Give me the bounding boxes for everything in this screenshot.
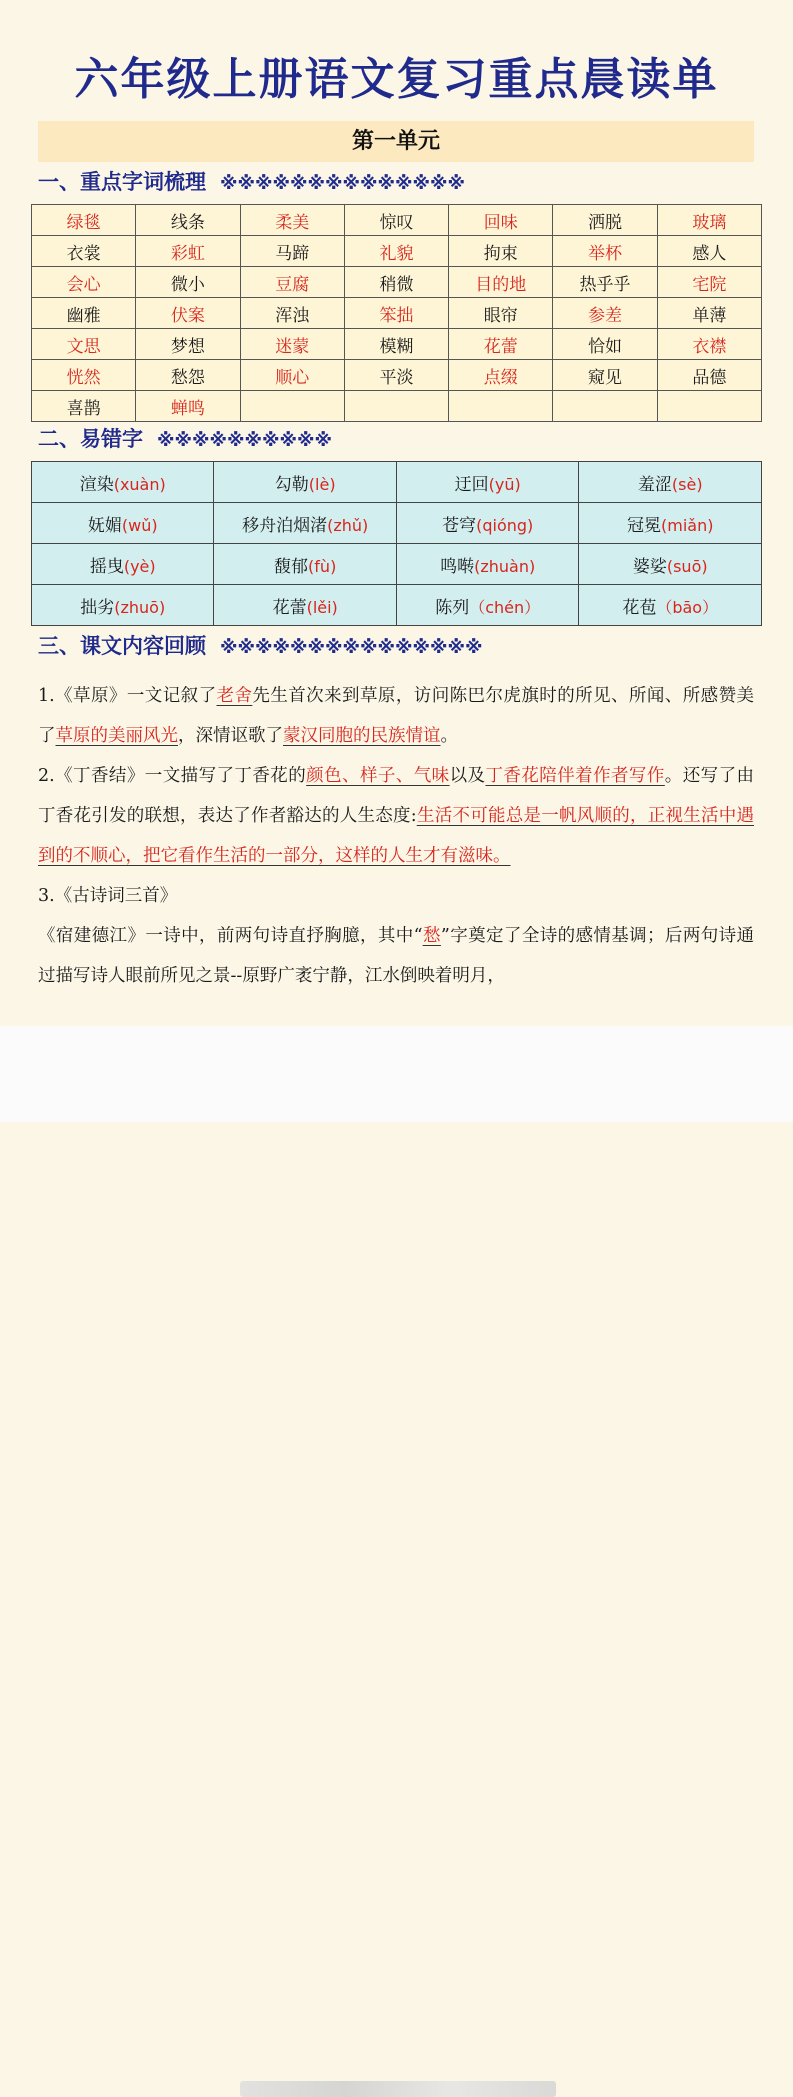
vocab-cell: 彩虹: [136, 236, 240, 267]
error-char-cell: [214, 544, 396, 585]
vocab-cell: 稍微: [344, 267, 448, 298]
table-row: [32, 462, 762, 503]
unit-title-bar: 第一单元: [38, 121, 754, 162]
pinyin: (qióng): [476, 515, 534, 535]
error-word: 摇曳: [89, 556, 124, 577]
vocab-cell: 花蕾: [449, 329, 553, 360]
vocab-cell: 惊叹: [344, 205, 448, 236]
vocab-cell: 浑浊: [240, 298, 344, 329]
vocab-cell: 伏案: [136, 298, 240, 329]
error-word: 陈列: [435, 597, 470, 618]
pinyin: (xuàn): [113, 474, 166, 494]
text-span: 。: [440, 726, 458, 746]
error-char-cell: [32, 585, 214, 626]
vocab-cell: [657, 391, 761, 422]
vocab-cell: 点缀: [449, 360, 553, 391]
vocab-cell: 梦想: [136, 329, 240, 360]
vocab-cell: 柔美: [240, 205, 344, 236]
answer-span: 草原的美丽风光: [55, 726, 178, 746]
review-paragraph-poems-title: [38, 876, 754, 916]
table-row: [32, 205, 762, 236]
answer-span: 蒙汉同胞的民族情谊: [283, 726, 441, 746]
error-word: 羞涩: [637, 474, 672, 495]
pinyin: （chén）: [469, 597, 541, 617]
vocab-cell: 平淡: [344, 360, 448, 391]
pinyin: (zhǔ): [327, 515, 369, 535]
vocab-cell: 笨拙: [344, 298, 448, 329]
error-word: 花蕾: [272, 597, 307, 618]
section-heading-review-text: 三、课文内容回顾: [38, 634, 206, 658]
review-content: [38, 676, 754, 996]
section-heading-errors: [38, 425, 332, 455]
vocab-cell: 洒脱: [553, 205, 657, 236]
page-title: 六年级上册语文复习重点晨读单: [74, 54, 719, 105]
table-row: [32, 544, 762, 585]
error-char-cell: [32, 544, 214, 585]
error-char-cell: [32, 503, 214, 544]
error-word: 移舟泊烟渚: [242, 515, 328, 536]
review-paragraph-caoyuan: [38, 676, 754, 756]
vocab-cell: 感人: [657, 236, 761, 267]
answer-span: 颜色、样子、气味: [306, 766, 450, 786]
vocab-cell: 衣裳: [32, 236, 136, 267]
text-span: 2.《丁香结》一文描写了丁香花的: [38, 766, 307, 786]
error-word: 拙劣: [80, 597, 115, 618]
text-span: ，深情讴歌了: [178, 726, 283, 746]
section-heading-vocab: [38, 168, 465, 198]
error-word: 鸣啭: [440, 556, 475, 577]
vocab-cell: 会心: [32, 267, 136, 298]
table-row: [32, 267, 762, 298]
text-span: 以及: [449, 766, 486, 786]
text-span: ”字奠定了全诗的感情基调；后两句诗通过描写诗人眼前所见之景--原野广袤宁静，江水倒映着明月，: [38, 926, 754, 986]
vocab-cell: [344, 391, 448, 422]
error-char-cell: [396, 503, 579, 544]
table-row: [32, 298, 762, 329]
error-word: 苍穹: [442, 515, 477, 536]
vocab-cell: 恰如: [553, 329, 657, 360]
error-char-cell: [214, 503, 396, 544]
error-char-cell: [396, 585, 579, 626]
vocab-cell: 衣襟: [657, 329, 761, 360]
vocab-cell: 顺心: [240, 360, 344, 391]
section-heading-vocab-text: 一、重点字词梳理: [38, 170, 206, 194]
decorative-stars: ※※※※※※※※※※※※※※: [220, 173, 465, 194]
table-row: [32, 329, 762, 360]
error-word: 妩媚: [87, 515, 122, 536]
error-word: 渲染: [79, 474, 114, 495]
vocab-cell: 举杯: [553, 236, 657, 267]
pinyin: (zhuàn): [474, 556, 536, 576]
error-char-cell: [396, 544, 579, 585]
error-word: 花苞: [622, 597, 657, 618]
text-span: 。还写了由丁香花引发的联想，表达了作者豁达的人生态度:: [38, 766, 755, 826]
answer-span: 愁: [422, 926, 441, 946]
vocab-cell: 窥见: [553, 360, 657, 391]
table-row: [32, 503, 762, 544]
vocab-cell: 微小: [136, 267, 240, 298]
error-char-cell: [214, 585, 396, 626]
error-char-cell: [32, 462, 214, 503]
decorative-stars: ※※※※※※※※※※: [157, 430, 332, 451]
blurred-watermark: [240, 2081, 556, 2097]
vocab-cell: 豆腐: [240, 267, 344, 298]
pinyin: (yū): [488, 474, 521, 494]
text-span: 1.《草原》一文记叙了: [38, 686, 217, 706]
vocab-cell: 回味: [449, 205, 553, 236]
page-footer: [0, 1026, 793, 1122]
vocab-cell: 线条: [136, 205, 240, 236]
vocab-cell: 玻璃: [657, 205, 761, 236]
vocab-cell: 品德: [657, 360, 761, 391]
vocab-cell: [449, 391, 553, 422]
pinyin: （bāo）: [656, 597, 719, 617]
vocab-cell: 文思: [32, 329, 136, 360]
text-span: 先生首次来到草原，访问陈巴尔虎旗时的所见、所闻、所感赞美了: [38, 686, 755, 746]
error-char-cell: [396, 462, 579, 503]
vocab-cell: [553, 391, 657, 422]
text-span: 3.《古诗词三首》: [38, 886, 178, 906]
error-chars-table: [31, 461, 762, 626]
error-word: 迂回: [454, 474, 489, 495]
table-row: [32, 585, 762, 626]
vocab-cell: [240, 391, 344, 422]
table-row: [32, 236, 762, 267]
vocab-cell: 拘束: [449, 236, 553, 267]
vocab-cell: 目的地: [449, 267, 553, 298]
section-heading-review: [38, 632, 483, 662]
error-word: 冠冕: [626, 515, 661, 536]
vocab-cell: 参差: [553, 298, 657, 329]
vocab-table: [31, 204, 762, 422]
vocab-cell: 单薄: [657, 298, 761, 329]
pinyin: (lè): [308, 474, 336, 494]
vocab-cell: 模糊: [344, 329, 448, 360]
vocab-cell: 迷蒙: [240, 329, 344, 360]
error-char-cell: [579, 544, 762, 585]
pinyin: (zhuō): [114, 597, 166, 617]
error-char-cell: [579, 462, 762, 503]
pinyin: (fù): [308, 556, 337, 576]
decorative-stars: ※※※※※※※※※※※※※※※: [220, 637, 483, 658]
vocab-cell: 恍然: [32, 360, 136, 391]
pinyin: (miǎn): [660, 515, 714, 535]
vocab-cell: 宅院: [657, 267, 761, 298]
pinyin: (yè): [123, 556, 156, 576]
vocab-cell: 绿毯: [32, 205, 136, 236]
error-word: 婆娑: [632, 556, 667, 577]
review-paragraph-dingxiangjie: [38, 756, 754, 876]
answer-span: 丁香花陪伴着作者写作: [485, 766, 665, 786]
error-char-cell: [214, 462, 396, 503]
pinyin: (suō): [666, 556, 708, 576]
error-char-cell: [579, 503, 762, 544]
vocab-cell: 幽雅: [32, 298, 136, 329]
error-char-cell: [579, 585, 762, 626]
text-span: 《宿建德江》一诗中，前两句诗直抒胸臆，其中“: [38, 926, 423, 946]
error-word: 勾勒: [274, 474, 309, 495]
pinyin: (sè): [671, 474, 703, 494]
answer-span: 生活不可能总是一帆风顺的，正视生活中遇到的不顺心，把它看作生活的一部分，这样的人生才有滋味。: [38, 806, 754, 866]
pinyin: (wǔ): [121, 515, 158, 535]
vocab-cell: 愁怨: [136, 360, 240, 391]
vocab-cell: 眼帘: [449, 298, 553, 329]
table-row: [32, 360, 762, 391]
vocab-cell: 礼貌: [344, 236, 448, 267]
answer-span: 老舍: [216, 686, 253, 706]
pinyin: (lěi): [306, 597, 338, 617]
vocab-cell: 喜鹊: [32, 391, 136, 422]
review-paragraph-sujiandejiang: [38, 916, 754, 996]
error-word: 馥郁: [274, 556, 309, 577]
vocab-cell: 马蹄: [240, 236, 344, 267]
section-heading-errors-text: 二、易错字: [38, 427, 143, 451]
vocab-cell: 热乎乎: [553, 267, 657, 298]
vocab-cell: 蝉鸣: [136, 391, 240, 422]
table-row: [32, 391, 762, 422]
